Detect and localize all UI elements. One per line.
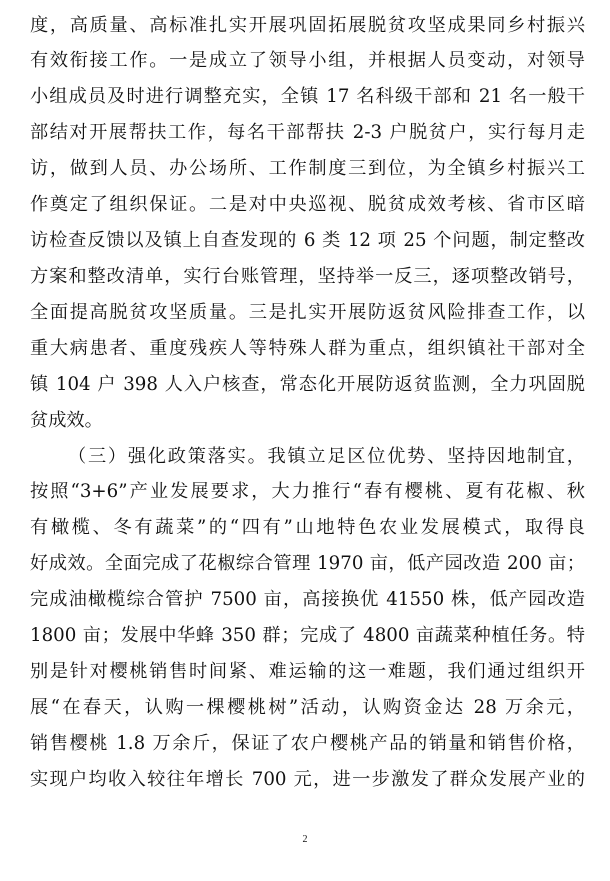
body-text-line: 1800 亩；发展中华蜂 350 群；完成了 4800 亩蔬菜种植任务。特 bbox=[30, 625, 585, 646]
body-text-line: 小组成员及时进行调整充实，全镇 17 名科级干部和 21 名一般干 bbox=[30, 86, 585, 107]
body-text-line: 好成效。全面完成了花椒综合管理 1970 亩，低产园改造 200 亩； bbox=[30, 553, 585, 574]
body-text-line: 销售樱桃 1.8 万余斤，保证了农户樱桃产品的销量和销售价格， bbox=[30, 733, 585, 754]
body-text-line: 作奠定了组织保证。二是对中央巡视、脱贫成效考核、省市区暗 bbox=[30, 194, 585, 215]
body-text-line: 度，高质量、高标准扎实开展巩固拓展脱贫攻坚成果同乡村振兴 bbox=[30, 15, 585, 36]
body-text-line: 贫成效。 bbox=[30, 410, 103, 431]
body-text-line: 展“在春天，认购一棵樱桃树”活动，认购资金达 28 万余元， bbox=[30, 697, 585, 718]
body-text-line: 别是针对樱桃销售时间紧、难运输的这一难题，我们通过组织开 bbox=[30, 661, 585, 682]
body-text-line: 实现户均收入较往年增长 700 元，进一步激发了群众发展产业的 bbox=[30, 769, 585, 790]
body-text-line: 方案和整改清单，实行台账管理，坚持举一反三，逐项整改销号， bbox=[30, 266, 585, 287]
body-text-line: 按照“3+6”产业发展要求，大力推行“春有樱桃、夏有花椒、秋 bbox=[30, 481, 585, 502]
body-text-line: 有效衔接工作。一是成立了领导小组，并根据人员变动，对领导 bbox=[30, 50, 585, 71]
body-text-line: 访，做到人员、办公场所、工作制度三到位，为全镇乡村振兴工 bbox=[30, 158, 585, 179]
body-text-line: 全面提高脱贫攻坚质量。三是扎实开展防返贫风险排查工作，以 bbox=[30, 302, 585, 323]
body-text-line: 重大病患者、重度残疾人等特殊人群为重点，组织镇社干部对全 bbox=[30, 338, 585, 359]
body-text-line: 有橄榄、冬有蔬菜”的“四有”山地特色农业发展模式，取得良 bbox=[30, 517, 585, 538]
body-text-line: 访检查反馈以及镇上自查发现的 6 类 12 项 25 个问题，制定整改 bbox=[30, 230, 585, 251]
section-heading-line: （三）强化政策落实。我镇立足区位优势、坚持因地制宜， bbox=[68, 446, 585, 467]
body-text-line: 部结对开展帮扶工作，每名干部帮扶 2-3 户脱贫户，实行每月走 bbox=[30, 122, 585, 143]
body-text-line: 镇 104 户 398 人入户核查，常态化开展防返贫监测，全力巩固脱 bbox=[30, 374, 585, 395]
body-text-line: 完成油橄榄综合管护 7500 亩，高接换优 41550 株，低产园改造 bbox=[30, 589, 585, 610]
page-number: 2 bbox=[302, 834, 308, 845]
